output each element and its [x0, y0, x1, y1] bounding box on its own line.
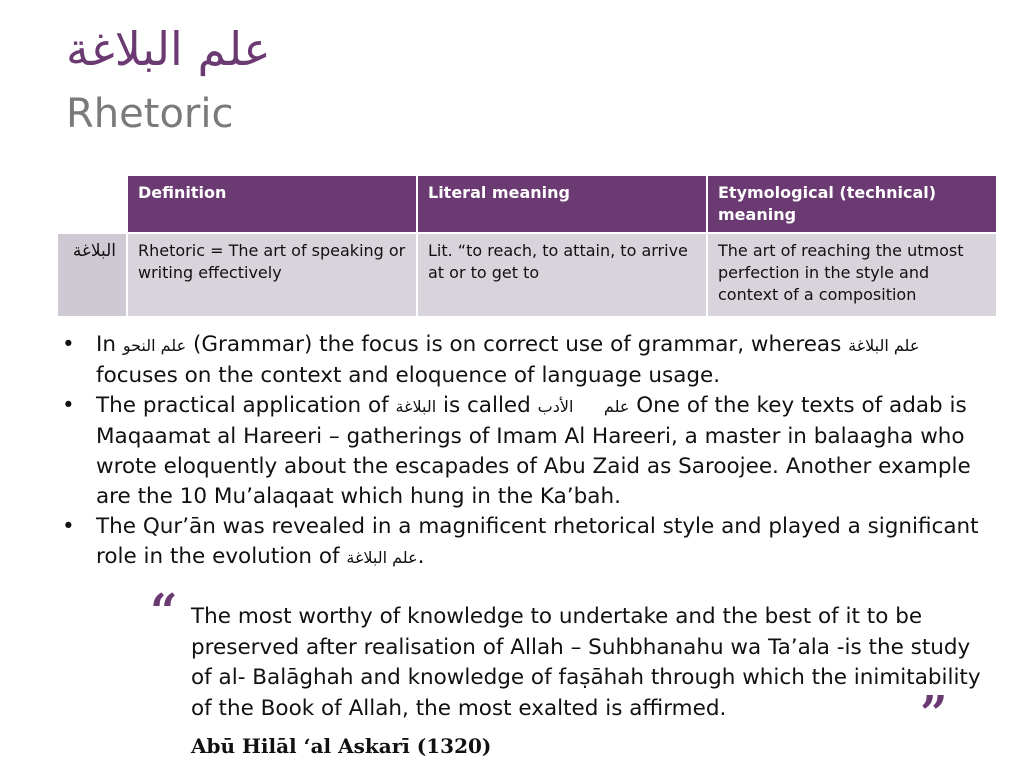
- cell-literal: Lit. “to reach, to attain, to arrive at or to get to: [417, 233, 707, 317]
- list-item: [56, 330, 991, 391]
- header-etymological-meaning: Etymological (technical) meaning: [707, 175, 997, 233]
- bullet-text: In: [96, 332, 123, 357]
- list-item: [56, 512, 991, 573]
- cell-etymological: The art of reaching the utmost perfection in the style and context of a composition: [707, 233, 997, 317]
- arabic-term: علم البلاغة: [848, 336, 920, 355]
- bullet-icon: •: [62, 393, 75, 418]
- bullet-text: focuses on the context and eloquence of language usage.: [96, 363, 721, 388]
- open-quote-icon: “: [150, 584, 178, 640]
- arabic-term: علم الأدب: [537, 397, 630, 416]
- bullet-text: (Grammar) the focus is on correct use of grammar, whereas: [186, 332, 849, 357]
- bullet-text: .: [417, 544, 425, 569]
- quote-text: The most worthy of knowledge to undertake and the best of it to be preserved after realisation of Allah – Suhbhanahu wa Ta’ala -is the study of al- Balāghah and knowledge of faṣāhah through which the inimitability of the Book of Allah, the most exalted is affirmed.: [191, 604, 981, 721]
- bullet-text: The Qur’ān was revealed in a magnificent rhetorical style and played a significant role in the evolution of: [96, 514, 979, 569]
- arabic-term: علم البلاغة: [346, 548, 418, 567]
- bullet-text: One of the key texts of adab is Maqaamat al Hareeri – gatherings of Imam Al Hareeri, a master in balaagha who wrote eloquently about the escapades of Abu Zaid as Saroojee. Another example are the 10 Mu’alaqaat which hung in the Ka’bah.: [96, 393, 971, 509]
- header-definition: Definition: [127, 175, 417, 233]
- bullet-icon: •: [62, 514, 75, 539]
- close-quote-icon: ”: [920, 686, 948, 742]
- bullet-text: The practical application of: [96, 393, 396, 418]
- bullet-list: [56, 330, 991, 573]
- title-arabic: علم البلاغة: [66, 22, 271, 76]
- arabic-term: البلاغة: [395, 397, 437, 416]
- title-english: Rhetoric: [66, 91, 234, 137]
- definition-table: [56, 174, 998, 318]
- bullet-icon: •: [62, 332, 75, 357]
- quote-author: Abū Hilāl ‘al Askarī (1320): [191, 734, 492, 758]
- header-literal-meaning: Literal meaning: [417, 175, 707, 233]
- arabic-term: علم النحو: [122, 336, 187, 355]
- table-header-row: [57, 175, 997, 233]
- row-term-arabic: البلاغة: [57, 233, 127, 317]
- table-row: [57, 233, 997, 317]
- bullet-text: is called: [436, 393, 538, 418]
- header-blank-cell: [57, 175, 127, 233]
- list-item: [56, 391, 991, 512]
- cell-definition: Rhetoric = The art of speaking or writing effectively: [127, 233, 417, 317]
